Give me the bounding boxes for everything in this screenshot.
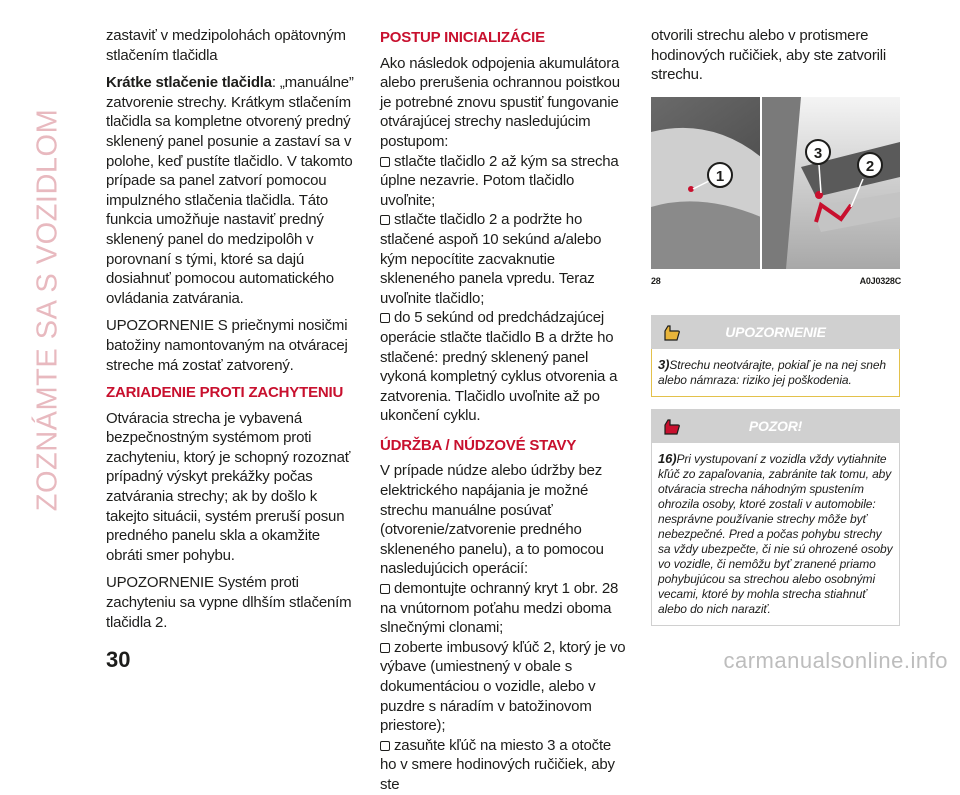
paragraph: Ako následok odpojenia akumulátora alebo prerušenia ochrannou poistkou je potrebné znovu spustiť fungovanie otvárajúcej strechy nasledujúcim postupom:: [380, 54, 620, 150]
warning-box-title: UPOZORNENIE: [725, 324, 826, 341]
bullet-item: do 5 sekúnd od predchádzajúcej operácie stlačte tlačidlo B a držte ho stlačené: predný sklenený panel vykoná kompletný cyklus otvorenia a zatvorenia. Tlačidlo uvoľnite až po ukončení cyklu.: [380, 309, 618, 425]
danger-box-body: [651, 443, 900, 626]
callout-3: [806, 140, 830, 164]
paragraph: zastaviť v medzipolohách opätovným stlačením tlačidla: [106, 27, 346, 64]
paragraph: Otváracia strecha je vybavená bezpečnostným systémom proti zachyteniu, ktorý je schopný rozoznať prípadný výskyt prekážky počas zatvárania strechy; ak by došlo k takejto situácii, systém preruší posun predného panelu skla a okamžite obráti smer pohybu.: [106, 409, 351, 564]
warning-box-header: [651, 315, 900, 349]
svg-text:3: 3: [813, 144, 823, 162]
site-watermark[interactable]: carmanualsonline.info: [723, 648, 948, 673]
callout-1: [708, 163, 732, 187]
note-paragraph: UPOZORNENIE Systém proti zachyteniu sa vypne dlhším stlačením tlačidla 2.: [106, 574, 352, 631]
bullet-item: stlačte tlačidlo 2 a podržte ho stlačené aspoň 10 sekúnd a/alebo kým nepocítite zacvaknutie skleneného panela vpredu. Teraz uvoľnite tlačidlo;: [380, 211, 602, 307]
checkbox-bullet-icon: [380, 584, 390, 594]
figure-code: A0J0328C: [859, 275, 901, 286]
note-number: 3): [658, 357, 670, 373]
note-paragraph: UPOZORNENIE S priečnymi nosičmi batožiny namontovaným na otváracej streche má zostať zatvorený.: [106, 317, 348, 374]
bold-term: Krátke stlačenie tlačidla: [106, 74, 272, 92]
danger-box-title: POZOR!: [748, 418, 803, 435]
callout-2: [858, 153, 882, 177]
column-left: [106, 26, 356, 640]
checkbox-bullet-icon: [380, 741, 390, 751]
bullet-item: zasuňte kľúč na miesto 3 a otočte ho v smere hodinových ručičiek, aby ste: [380, 736, 615, 793]
warning-box: [651, 315, 900, 397]
section-heading: ÚDRŽBA / NÚDZOVÉ STAVY: [380, 436, 577, 454]
bullet-item: stlačte tlačidlo 2 až kým sa strecha úplne nezavrie. Potom tlačidlo uvoľnite;: [380, 152, 619, 209]
figure-number: 28: [651, 275, 661, 286]
note-number: 16): [658, 451, 677, 467]
column-middle: [380, 26, 630, 795]
section-heading: ZARIADENIE PROTI ZACHYTENIU: [106, 384, 344, 402]
warning-hand-icon: [661, 322, 683, 342]
column-right: [651, 26, 901, 626]
bullet-item: demontujte ochranný kryt 1 obr. 28 na vnútornom poťahu medzi oboma slnečnými clonami;: [380, 580, 619, 637]
warning-box-body: [651, 349, 900, 397]
warning-text: Strechu neotvárajte, pokiaľ je na nej sneh alebo námraza: riziko jej poškodenia.: [658, 358, 887, 388]
danger-hand-icon: [661, 416, 683, 436]
page-number: 30: [106, 647, 131, 672]
paragraph: otvorili strechu alebo v protismere hodinových ručičiek, aby ste zatvorili strechu.: [651, 27, 887, 84]
sunroof-illustration: [651, 97, 900, 269]
figure-28: [651, 97, 900, 269]
danger-box: [651, 409, 900, 626]
paragraph-text: : „manuálne” zatvorenie strechy. Krátkym stlačením tlačidla sa kompletne otvorený predný sklenený panel posunie a zastaví sa v polohe, keď pustíte tlačidlo. V takomto prípade sa panel zatvorí pomocou impulzného stlačenia tlačidla. Táto funkcia umožňuje nastaviť predný sklenený panel do medzipolôh v porovnaní s tými, ktoré sa dajú dosiahnuť pomocou automatického ovládania zatvárania.: [106, 74, 354, 307]
checkbox-bullet-icon: [380, 643, 390, 653]
svg-text:1: 1: [715, 167, 725, 185]
checkbox-bullet-icon: [380, 157, 390, 167]
danger-text: Pri vystupovaní z vozidla vždy vytiahnite kľúč zo zapaľovania, zabránite tak tomu, aby otváracia strecha náhodným spustením ohrozila osoby, ktoré zostali v automobile: nesprávne používanie strechy môže byť nebezpečné. Pred a počas pohybu strechy sa vždy ubezpečte, či nie sú ohrozené osoby vo vozidle, či nemôžu byť zranené priamo pohybujúcou sa strechou alebo osobnými vecami, ktoré by mohla strecha stiahnuť alebo do nich naraziť.: [658, 452, 893, 617]
checkbox-bullet-icon: [380, 215, 390, 225]
bullet-item: zoberte imbusový kľúč 2, ktorý je vo výbave (umiestnený v obale s dokumentáciou o vozidle, alebo v puzdre s náradím v batožinovom priestore);: [380, 638, 626, 735]
danger-box-header: [651, 409, 900, 443]
paragraph: [106, 73, 356, 308]
svg-text:2: 2: [865, 157, 875, 175]
checkbox-bullet-icon: [380, 313, 390, 323]
paragraph: V prípade núdze alebo údržby bez elektrického napájania je možné strechu manuálne posúvať (otvorenie/zatvorenie predného skleneného panelu), a to pomocou nasledujúcich operácií:: [380, 462, 604, 578]
figure-caption: [651, 272, 901, 292]
section-heading: POSTUP INICIALIZÁCIE: [380, 29, 545, 46]
side-section-title: ZOZNÁMTE SA S VOZIDLOM: [31, 108, 64, 512]
